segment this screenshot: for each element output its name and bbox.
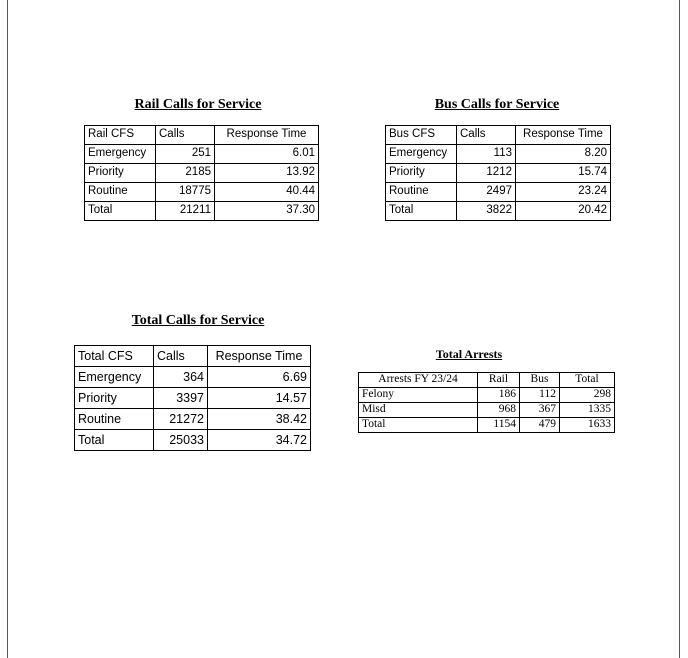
table-cell: 38.42 — [208, 409, 311, 430]
table-cell: Total — [75, 430, 154, 451]
table-cell: 23.24 — [516, 183, 611, 202]
table-cell: 3397 — [154, 388, 208, 409]
table-cell: Emergency — [75, 367, 154, 388]
table-cell: 2497 — [457, 183, 516, 202]
table-header-row — [75, 346, 311, 367]
table-cell: 40.44 — [215, 183, 319, 202]
table-cell: Total — [359, 418, 478, 433]
table-cell: 34.72 — [208, 430, 311, 451]
table-header-cell: Response Time — [215, 126, 319, 145]
table-cell: 479 — [520, 418, 560, 433]
table-cell: Emergency — [85, 145, 156, 164]
table-cell: Misd — [359, 403, 478, 418]
table-cell: Total — [85, 202, 156, 221]
table-cell: 37.30 — [215, 202, 319, 221]
table-cell: Priority — [386, 164, 457, 183]
table-cell: 1154 — [478, 418, 520, 433]
table-header-row — [386, 126, 611, 145]
table-cell: 13.92 — [215, 164, 319, 183]
table-cell: 112 — [520, 388, 560, 403]
table-cell: 1335 — [560, 403, 615, 418]
table-header-cell: Bus — [520, 373, 560, 388]
table-row — [386, 145, 611, 164]
table-cell: 113 — [457, 145, 516, 164]
table-header-cell: Bus CFS — [386, 126, 457, 145]
table-row — [75, 430, 311, 451]
table-cell: 20.42 — [516, 202, 611, 221]
table-header-cell: Calls — [154, 346, 208, 367]
table-row — [75, 367, 311, 388]
table-header-cell: Total CFS — [75, 346, 154, 367]
table-row — [85, 164, 319, 183]
table-row — [85, 145, 319, 164]
table-header-cell: Calls — [457, 126, 516, 145]
table-cell: 6.01 — [215, 145, 319, 164]
document-page — [7, 0, 680, 658]
table-cell: Emergency — [386, 145, 457, 164]
table-header-cell: Rail CFS — [85, 126, 156, 145]
table-row — [386, 164, 611, 183]
table-cell: 25033 — [154, 430, 208, 451]
table-cell: Routine — [75, 409, 154, 430]
table-row — [386, 202, 611, 221]
table-row — [359, 388, 615, 403]
arrests-table — [358, 372, 615, 433]
table-header-cell: Total — [560, 373, 615, 388]
table-row — [359, 418, 615, 433]
table-header-cell: Response Time — [208, 346, 311, 367]
table-cell: 968 — [478, 403, 520, 418]
table-cell: 364 — [154, 367, 208, 388]
table-row — [85, 202, 319, 221]
table-cell: 6.69 — [208, 367, 311, 388]
table-row — [386, 183, 611, 202]
arrests-table-title: Total Arrests — [435, 347, 503, 361]
table-row — [75, 409, 311, 430]
total-cfs-table — [74, 345, 311, 451]
table-cell: 367 — [520, 403, 560, 418]
rail-table-title: Rail Calls for Service — [134, 97, 262, 112]
table-cell: Priority — [85, 164, 156, 183]
table-cell: 1212 — [457, 164, 516, 183]
bus-cfs-table — [385, 125, 611, 221]
table-row — [75, 388, 311, 409]
table-cell: 15.74 — [516, 164, 611, 183]
table-cell: 2185 — [156, 164, 215, 183]
table-cell: 251 — [156, 145, 215, 164]
table-header-cell: Rail — [478, 373, 520, 388]
table-cell: 186 — [478, 388, 520, 403]
table-cell: Routine — [85, 183, 156, 202]
table-cell: 21211 — [156, 202, 215, 221]
table-cell: 18775 — [156, 183, 215, 202]
table-cell: Total — [386, 202, 457, 221]
table-cell: 3822 — [457, 202, 516, 221]
table-cell: 21272 — [154, 409, 208, 430]
table-cell: Priority — [75, 388, 154, 409]
table-header-cell: Arrests FY 23/24 — [359, 373, 478, 388]
rail-cfs-table — [84, 125, 319, 221]
table-cell: 8.20 — [516, 145, 611, 164]
table-row — [85, 183, 319, 202]
table-header-cell: Response Time — [516, 126, 611, 145]
table-cell: 14.57 — [208, 388, 311, 409]
table-header-row — [85, 126, 319, 145]
table-cell: 298 — [560, 388, 615, 403]
total-calls-table-title: Total Calls for Service — [131, 313, 265, 328]
table-row — [359, 403, 615, 418]
table-header-cell: Calls — [156, 126, 215, 145]
table-cell: 1633 — [560, 418, 615, 433]
table-header-row — [359, 373, 615, 388]
table-cell: Felony — [359, 388, 478, 403]
table-cell: Routine — [386, 183, 457, 202]
bus-table-title: Bus Calls for Service — [434, 97, 560, 112]
